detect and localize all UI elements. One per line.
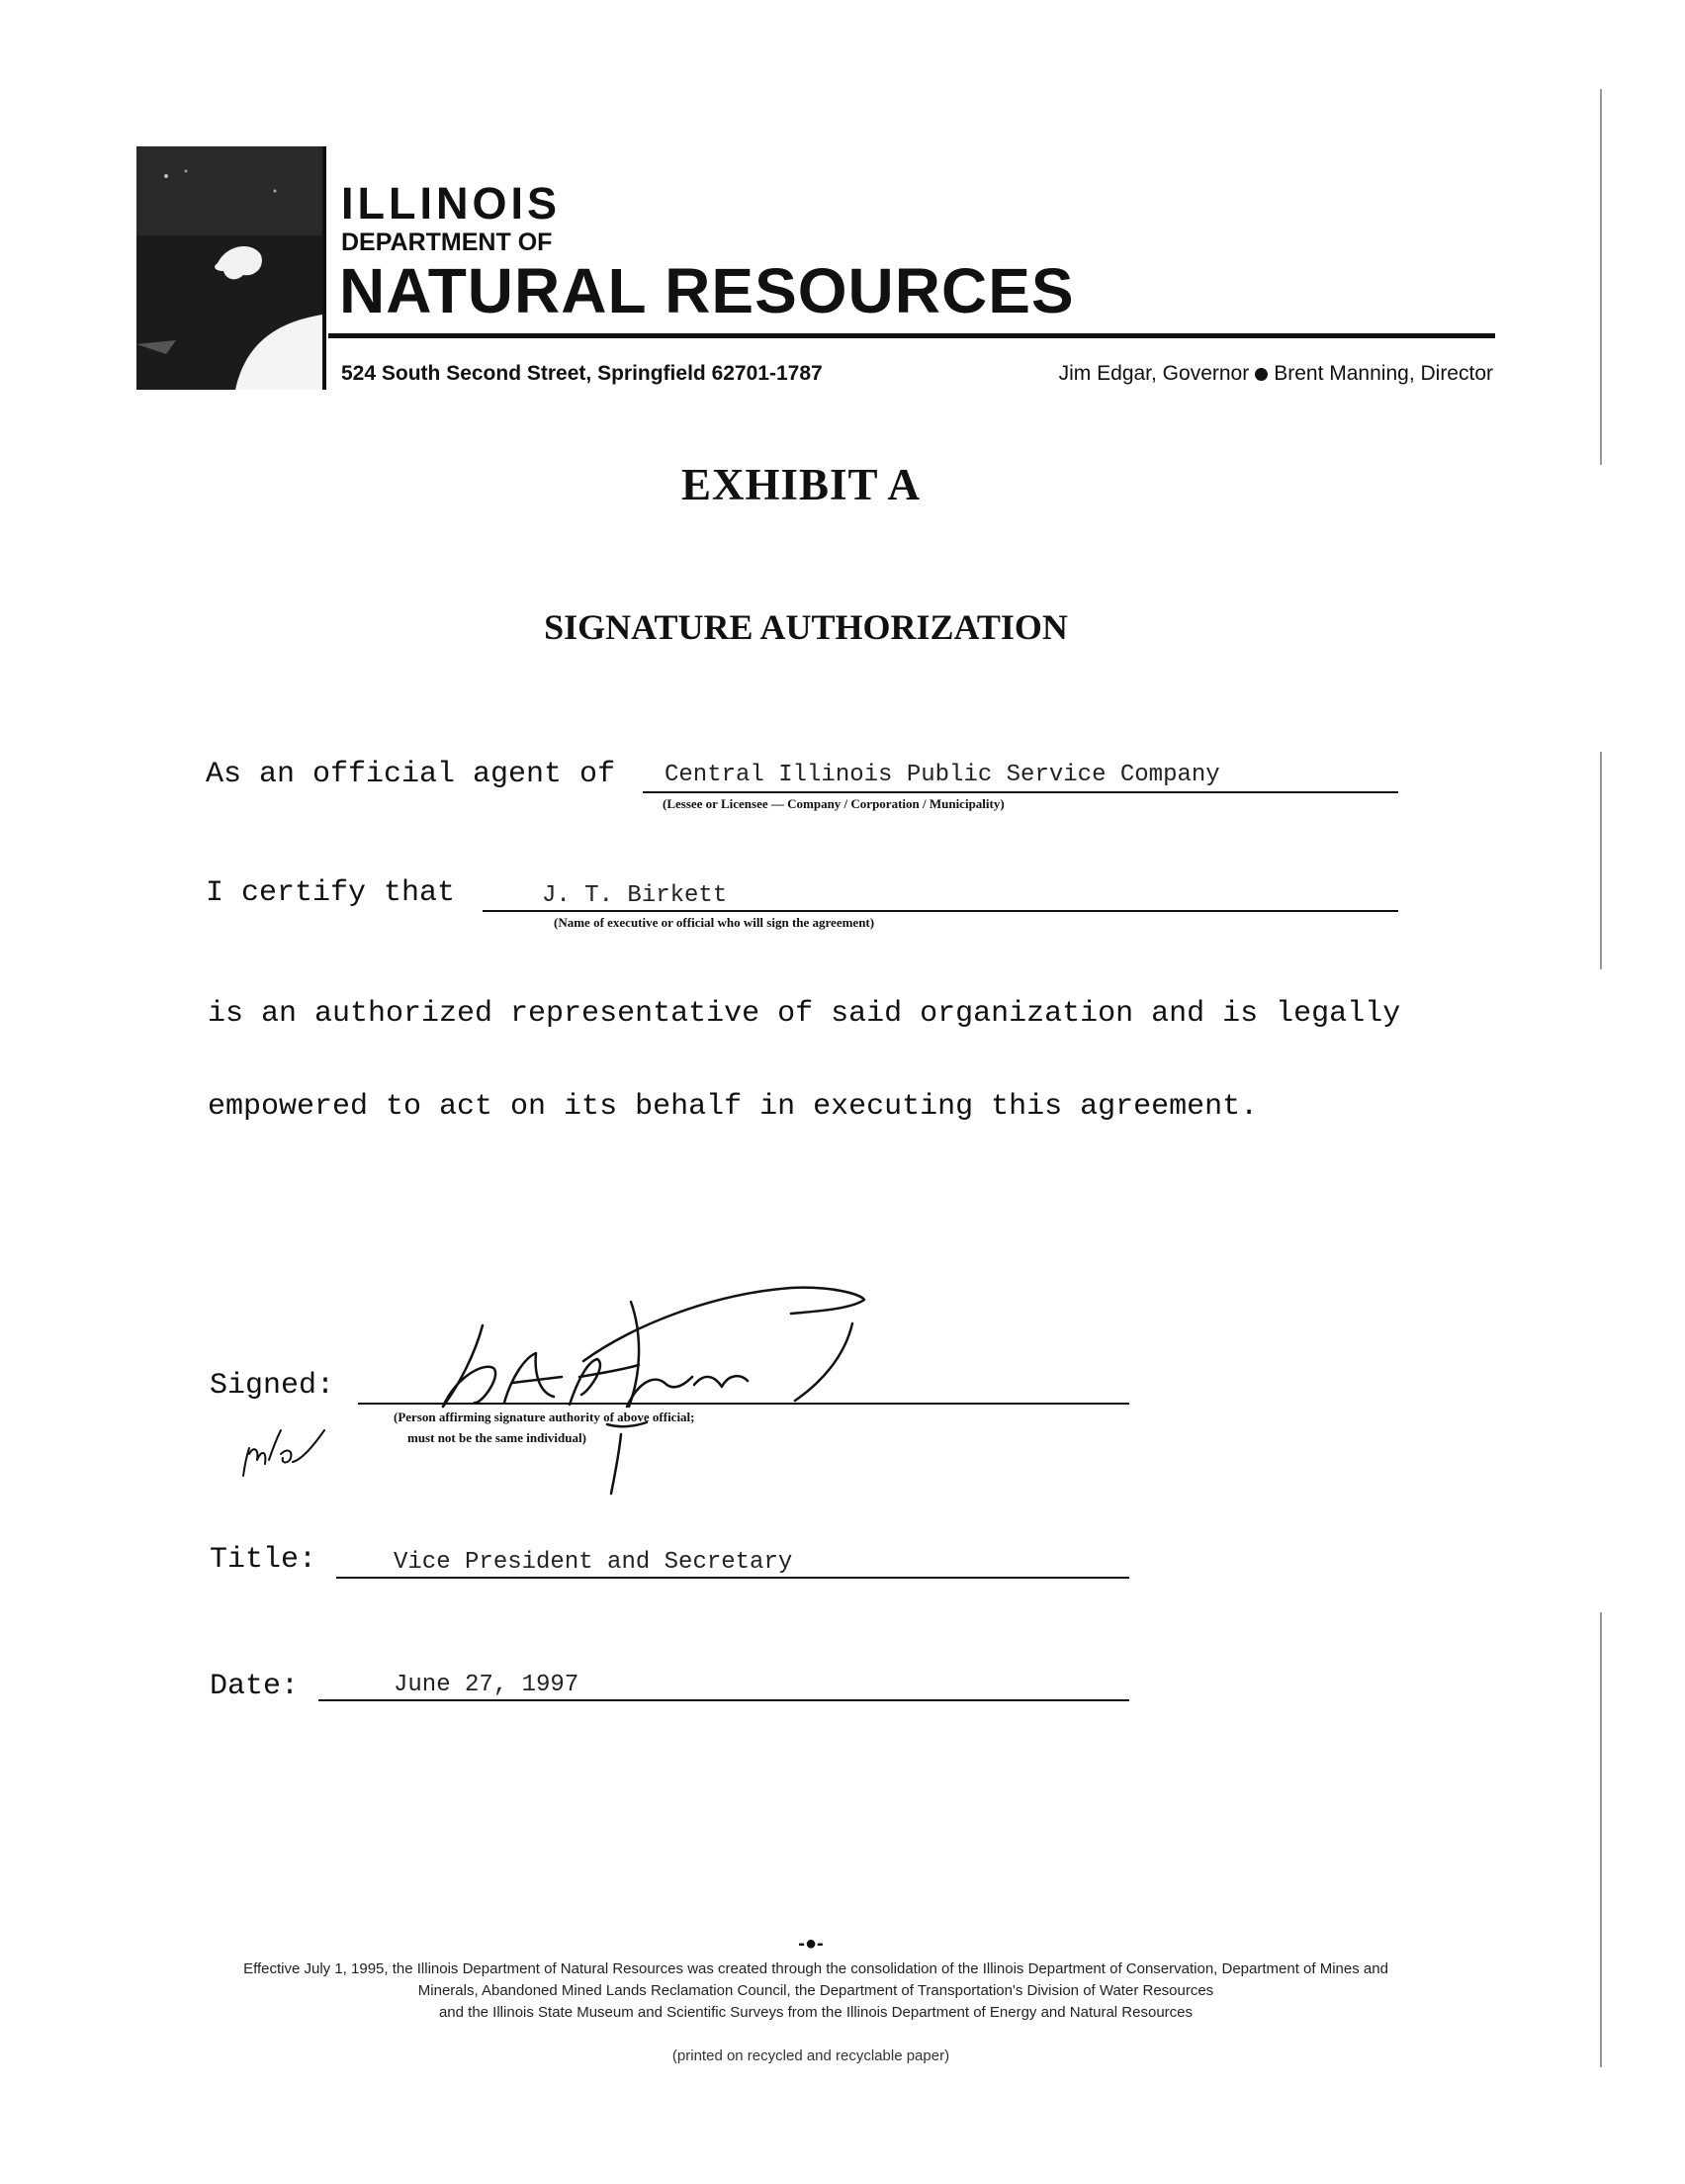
certify-prefix: I certify that	[206, 876, 456, 910]
signature-image	[396, 1266, 910, 1503]
date-underline	[318, 1699, 1129, 1701]
scan-edge-mark	[1600, 752, 1602, 969]
letterhead-agency: NATURAL RESOURCES	[339, 255, 1075, 326]
letterhead-rule	[328, 333, 1495, 338]
letterhead-director: Brent Manning, Director	[1274, 362, 1493, 385]
letterhead-address: 524 South Second Street, Springfield 62701-1787	[341, 362, 823, 385]
letterhead-state: ILLINOIS	[341, 178, 561, 228]
letterhead-governor: Jim Edgar, Governor	[1058, 362, 1250, 385]
logo-graphic	[136, 146, 322, 390]
signed-caption-line-1: (Person affirming signature authority of above official;	[394, 1410, 695, 1424]
statement-line-1: is an authorized representative of said organization and is legally	[208, 997, 1401, 1031]
initials-mark	[235, 1424, 334, 1494]
certify-caption: (Name of executive or official who will sign the agreement)	[554, 915, 875, 930]
letterhead-officials	[1059, 362, 1493, 386]
agent-caption: (Lessee or Licensee — Company / Corporation / Municipality)	[663, 796, 1005, 811]
agent-prefix: As an official agent of	[206, 758, 616, 791]
footer-note	[158, 1958, 1473, 2024]
recycled-paper-note: (printed on recycled and recyclable paper)	[671, 2048, 950, 2064]
letterhead-department-of: DEPARTMENT OF	[341, 228, 553, 256]
exhibit-heading: EXHIBIT A	[680, 460, 922, 509]
footer-note-line-3: and the Illinois State Museum and Scientific Surveys from the Illinois Department of Energy and Natural Resources	[438, 2004, 1194, 2021]
date-value: June 27, 1997	[394, 1672, 579, 1698]
title-label: Title:	[210, 1543, 317, 1577]
agent-underline	[643, 791, 1398, 793]
footer-note-line-1: Effective July 1, 1995, the Illinois Department of Natural Resources was created through the consolidation of the Illinois Department of Conservation, Department of Mines and	[243, 1960, 1388, 1977]
letterhead-divider	[322, 146, 326, 390]
signed-label: Signed:	[210, 1369, 335, 1403]
signed-caption-line-2: must not be the same individual)	[407, 1430, 586, 1445]
page-marker: -●-	[798, 1933, 824, 1955]
footer-note-line-2: Minerals, Abandoned Mined Lands Reclamation Council, the Department of Transportation's Division of Water Resources	[417, 1982, 1214, 1999]
certify-value: J. T. Birkett	[542, 882, 728, 909]
certify-underline	[483, 910, 1398, 912]
date-label: Date:	[210, 1670, 300, 1703]
statement-line-2: empowered to act on its behalf in executing this agreement.	[208, 1090, 1259, 1124]
agent-value: Central Illinois Public Service Company	[665, 762, 1220, 788]
title-value: Vice President and Secretary	[394, 1549, 793, 1576]
bullet-icon	[1255, 368, 1268, 381]
title-underline	[336, 1577, 1129, 1579]
scan-edge-mark	[1600, 89, 1602, 465]
document-title: SIGNATURE AUTHORIZATION	[544, 607, 1068, 647]
agency-logo	[136, 146, 322, 390]
scan-edge-mark	[1600, 1612, 1602, 2067]
